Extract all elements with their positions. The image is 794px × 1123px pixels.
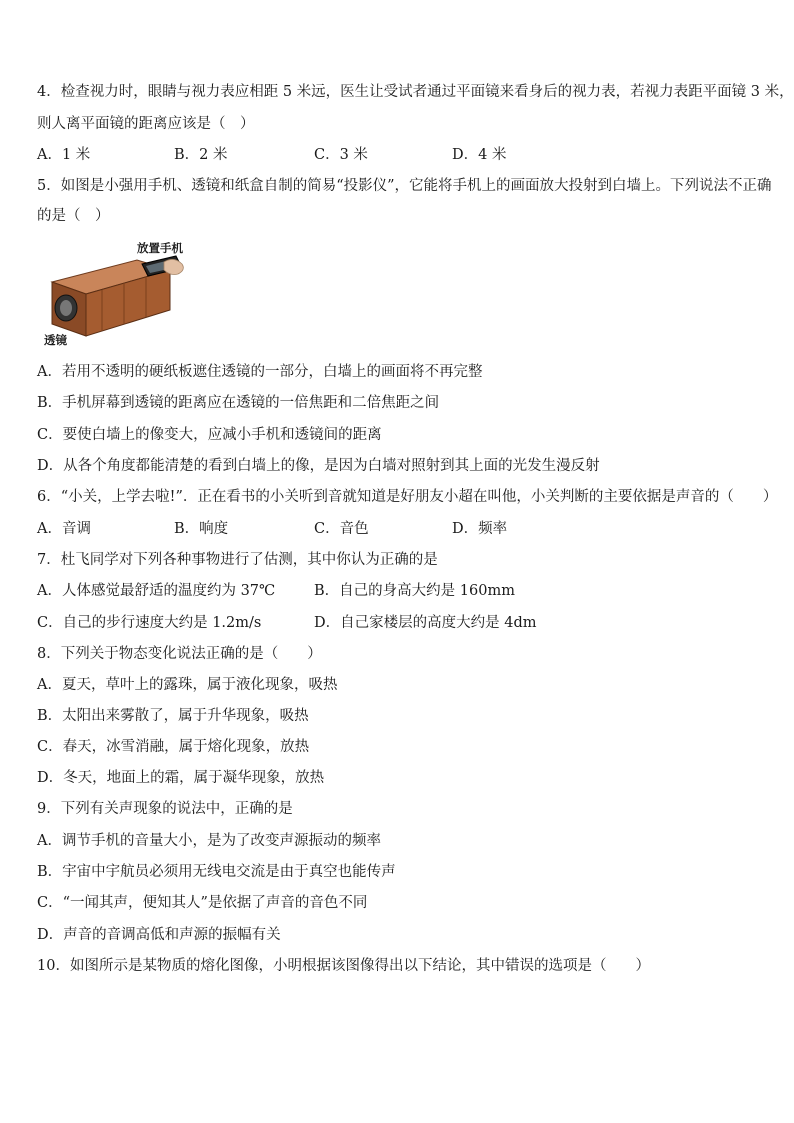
q4-option-b: B．2 米 — [174, 147, 228, 163]
q7-stem: 7．杜飞同学对下列各种事物进行了估测，其中你认为正确的是 — [37, 552, 438, 568]
q4-option-c: C．3 米 — [314, 147, 368, 163]
q6-option-a: A．音调 — [37, 521, 91, 537]
q5-option-b: B．手机屏幕到透镜的距离应在透镜的一倍焦距和二倍焦距之间 — [37, 395, 440, 411]
q7-option-a: A．人体感觉最舒适的温度约为 37℃ — [37, 583, 276, 599]
q6-stem: 6．“小关，上学去啦!”．正在看书的小关听到音就知道是好朋友小超在叫他，小关判断的主要依据是声音的（ ） — [37, 489, 778, 505]
figure-label-lens: 透镜 — [44, 333, 67, 347]
q4-stem-line2: 则人离平面镜的距离应该是（ ） — [37, 116, 255, 132]
q9-option-d: D．声音的音调高低和声源的振幅有关 — [37, 927, 281, 943]
q9-option-a: A．调节手机的音量大小，是为了改变声源振动的频率 — [37, 833, 381, 849]
q9-option-c: C．“一闻其声，便知其人”是依据了声音的音色不同 — [37, 895, 368, 911]
q8-option-b: B．太阳出来雾散了，属于升华现象，吸热 — [37, 708, 309, 724]
q5-option-d: D．从各个角度都能清楚的看到白墙上的像，是因为白墙对照射到其上面的光发生漫反射 — [37, 458, 600, 474]
q10-stem: 10．如图所示是某物质的熔化图像，小明根据该图像得出以下结论，其中错误的选项是（ ） — [37, 958, 650, 974]
q8-option-a: A．夏天，草叶上的露珠，属于液化现象，吸热 — [37, 677, 338, 693]
q7-option-d: D．自己家楼层的高度大约是 4dm — [314, 615, 537, 631]
q6-option-b: B．响度 — [174, 521, 229, 537]
q5-option-a: A．若用不透明的硬纸板遮住透镜的一部分，白墙上的画面将不再完整 — [37, 364, 483, 380]
figure-label-phone: 放置手机 — [137, 241, 183, 255]
q9-stem: 9．下列有关声现象的说法中，正确的是 — [37, 801, 293, 817]
q7-option-c: C．自己的步行速度大约是 1.2m/s — [37, 615, 262, 631]
q4-option-d: D．4 米 — [452, 147, 507, 163]
q7-option-b: B．自己的身高大约是 160mm — [314, 583, 515, 599]
q9-option-b: B．宇宙中宇航员必须用无线电交流是由于真空也能传声 — [37, 864, 396, 880]
q6-option-d: D．频率 — [452, 521, 508, 537]
q8-stem: 8．下列关于物态变化说法正确的是（ ） — [37, 646, 322, 662]
q5-option-c: C．要使白墙上的像变大，应减小手机和透镜间的距离 — [37, 427, 382, 443]
q5-stem-line2: 的是（ ） — [37, 208, 110, 224]
q8-option-d: D．冬天，地面上的霜，属于凝华现象，放热 — [37, 770, 325, 786]
projector-figure — [42, 240, 202, 350]
q4-stem-line1: 4．检查视力时，眼睛与视力表应相距 5 米远，医生让受试者通过平面镜来看身后的视力表，若视力表距平面镜 3 米， — [37, 84, 794, 100]
q6-option-c: C．音色 — [314, 521, 369, 537]
q8-option-c: C．春天，冰雪消融，属于熔化现象，放热 — [37, 739, 310, 755]
q5-stem-line1: 5．如图是小强用手机、透镜和纸盒自制的简易“投影仪”，它能将手机上的画面放大投射到白墙上。下列说法不正确 — [37, 178, 772, 194]
q4-option-a: A．1 米 — [37, 147, 91, 163]
